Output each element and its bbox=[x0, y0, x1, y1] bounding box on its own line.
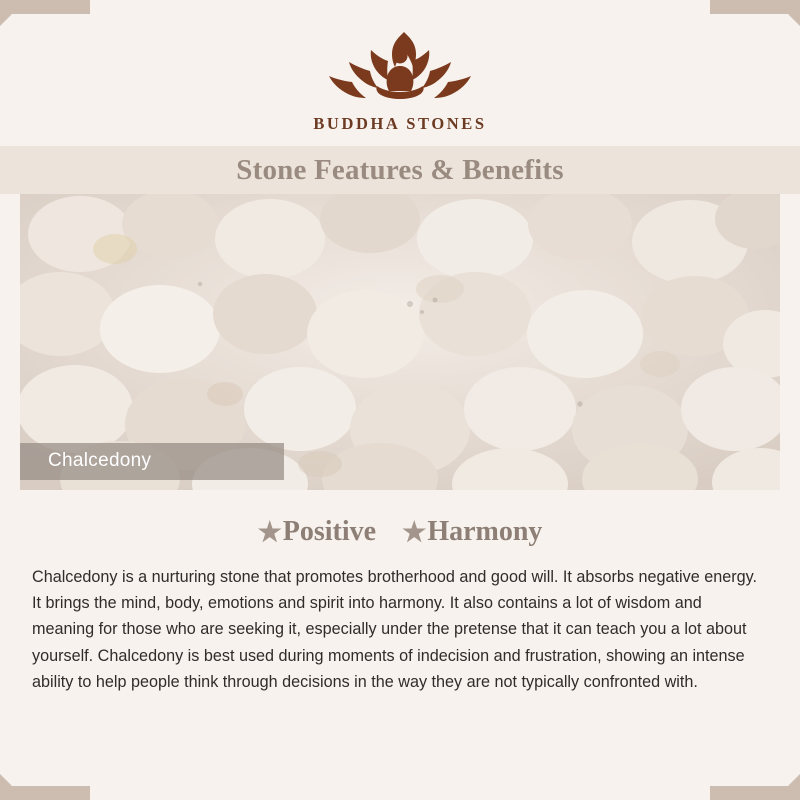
page-title: Stone Features & Benefits bbox=[236, 153, 564, 186]
benefit-label: Harmony bbox=[427, 516, 543, 547]
benefit-label: Positive bbox=[282, 516, 377, 547]
brand-name: BUDDHA STONES bbox=[313, 114, 487, 133]
stone-name-caption: Chalcedony bbox=[20, 443, 284, 480]
benefits-row bbox=[0, 516, 800, 548]
star-icon: ★ bbox=[402, 516, 427, 547]
lotus-meditation-icon bbox=[305, 22, 495, 108]
corner-triangle-bottom-right bbox=[774, 774, 800, 800]
title-banner bbox=[0, 146, 800, 194]
corner-triangle-bottom-left bbox=[0, 774, 26, 800]
stone-description: Chalcedony is a nurturing stone that promotes brotherhood and good will. It absorbs negative energy. It brings the mind, body, emotions and spirit into harmony. It also contains a lot of wisdom and meaning for those who are seeking it, especially under the pretense that it can teach you a lot about yourself. Chalcedony is best used during moments of indecision and frustration, showing an intense ability to help people think through decisions in the way they are not typically confronted with. bbox=[32, 568, 757, 691]
brand-header bbox=[0, 0, 800, 134]
benefit-harmony bbox=[402, 516, 542, 548]
hero-image bbox=[20, 194, 780, 490]
benefit-positive bbox=[258, 516, 377, 548]
star-icon: ★ bbox=[257, 516, 282, 547]
